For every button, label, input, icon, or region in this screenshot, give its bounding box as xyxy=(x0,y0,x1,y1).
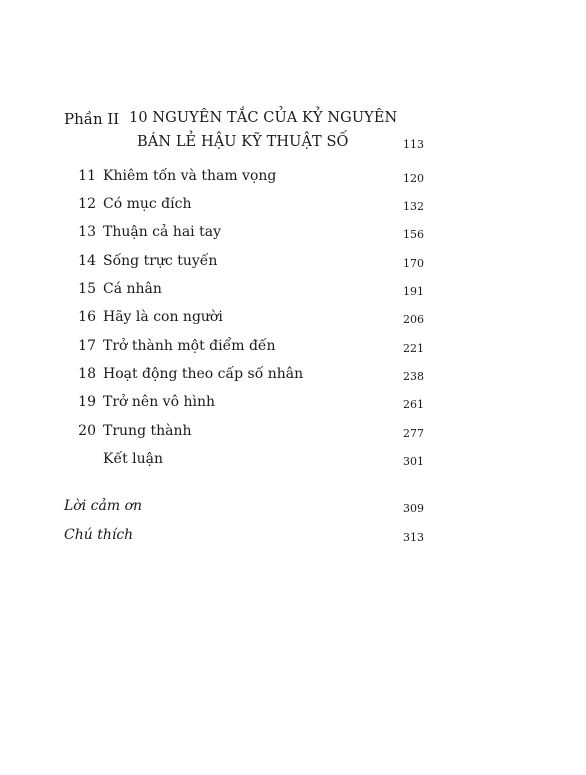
toc-entry xyxy=(0,196,586,216)
chapter-number: 17 xyxy=(78,338,96,354)
chapter-number: 14 xyxy=(78,253,96,269)
page-number: 238 xyxy=(403,370,424,383)
toc-entry xyxy=(0,168,586,188)
toc-entry xyxy=(0,527,586,547)
page-number: 277 xyxy=(403,427,424,440)
chapter-number: 19 xyxy=(78,394,96,410)
chapter-number: 15 xyxy=(78,281,96,297)
chapter-title: Cá nhân xyxy=(103,281,162,297)
chapter-title: Có mục đích xyxy=(103,196,192,212)
chapter-title: Trở thành một điểm đến xyxy=(103,338,276,354)
page-number: 309 xyxy=(403,502,424,515)
toc-entry xyxy=(0,498,586,518)
part-label: Phần II xyxy=(64,110,120,128)
page-number: 191 xyxy=(403,285,424,298)
endmatter-title: Chú thích xyxy=(64,527,134,543)
chapter-title: Trở nên vô hình xyxy=(103,394,215,410)
chapter-number: 20 xyxy=(78,423,96,439)
endmatter-title: Lời cảm ơn xyxy=(64,498,143,514)
page-number: 120 xyxy=(403,172,424,185)
toc-entry xyxy=(0,309,586,329)
part-page-number: 113 xyxy=(403,138,424,151)
chapter-title: Trung thành xyxy=(103,423,192,439)
chapter-number: 13 xyxy=(78,224,96,240)
page-number: 206 xyxy=(403,313,424,326)
chapter-number: 18 xyxy=(78,366,96,382)
chapter-title: Hoạt động theo cấp số nhân xyxy=(103,366,304,382)
toc-entry xyxy=(0,253,586,273)
chapter-title: Kết luận xyxy=(103,451,164,467)
toc-entry xyxy=(0,281,586,301)
chapter-title: Thuận cả hai tay xyxy=(103,224,221,240)
page-number: 301 xyxy=(403,455,424,468)
page-number: 313 xyxy=(403,531,424,544)
chapter-title: Khiêm tốn và tham vọng xyxy=(103,168,277,184)
toc-entry xyxy=(0,366,586,386)
part-title-line1: 10 NGUYÊN TẮC CỦA KỶ NGUYÊN xyxy=(129,110,398,126)
part-title-line2: BÁN LẺ HẬU KỸ THUẬT SỐ xyxy=(137,134,349,150)
page-number: 132 xyxy=(403,200,424,213)
page-number: 221 xyxy=(403,342,424,355)
page-number: 261 xyxy=(403,398,424,411)
chapter-number: 11 xyxy=(78,168,96,184)
toc-entry xyxy=(0,338,586,358)
page-number: 170 xyxy=(403,257,424,270)
chapter-title: Hãy là con người xyxy=(103,309,223,325)
toc-entry xyxy=(0,394,586,414)
toc-entry xyxy=(0,451,586,471)
toc-entry xyxy=(0,224,586,244)
toc-entry xyxy=(0,423,586,443)
chapter-number: 12 xyxy=(78,196,96,212)
chapter-title: Sống trực tuyến xyxy=(103,253,218,269)
page-number: 156 xyxy=(403,228,424,241)
chapter-number: 16 xyxy=(78,309,96,325)
